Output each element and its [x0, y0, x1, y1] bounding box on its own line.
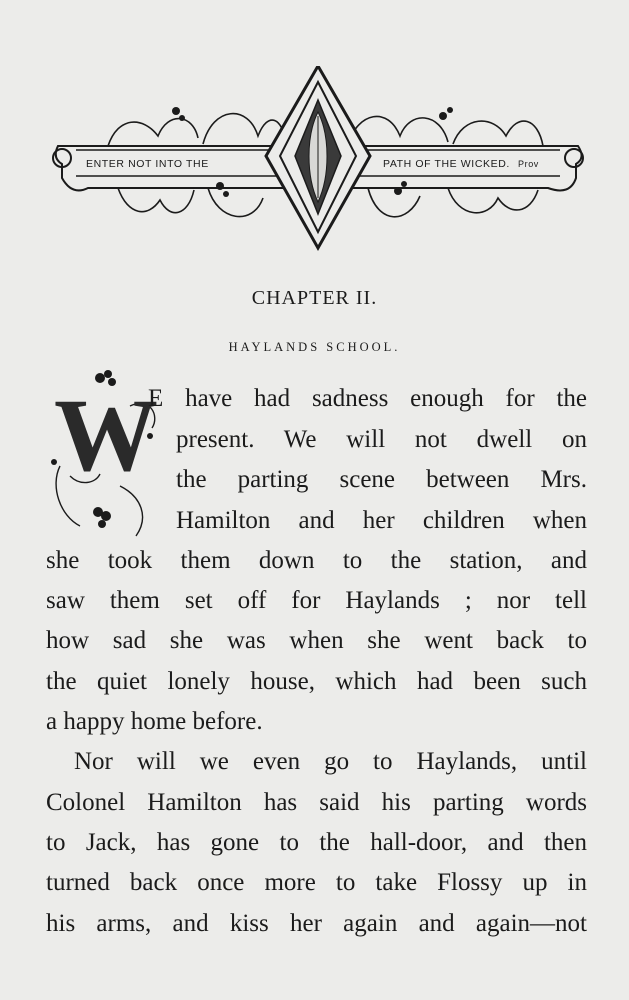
- banner-right-text: PATH OF THE WICKED.: [383, 158, 510, 170]
- text-line: a happy home before.: [46, 708, 263, 735]
- text-line: E have had sadness enough for the: [148, 385, 587, 412]
- text-line: Colonel Hamilton has said his parting words: [46, 789, 587, 816]
- text-line: saw them set off for Haylands ; nor tell: [46, 587, 587, 614]
- headpiece-ornament-icon: [48, 66, 588, 256]
- text-line: to Jack, has gone to the hall-door, and then: [46, 829, 587, 856]
- chapter-title: CHAPTER II.: [251, 287, 378, 309]
- text-line: she took them down to the station, and: [46, 547, 587, 574]
- text-line: Nor will we even go to Haylands, until: [74, 748, 587, 775]
- text-line: Hamilton and her children when: [176, 507, 587, 534]
- text-line: his arms, and kiss her again and again—not: [46, 910, 587, 937]
- text-line: turned back once more to take Flossy up in: [46, 869, 587, 896]
- text-line: the quiet lonely house, which had been such: [46, 668, 587, 695]
- text-line: how sad she was when she went back to: [46, 627, 587, 654]
- drop-cap-letter: W: [54, 378, 158, 493]
- text-line: the parting scene between Mrs.: [176, 466, 587, 493]
- text-line: present. We will not dwell on: [176, 426, 587, 453]
- chapter-subtitle: HAYLANDS SCHOOL.: [228, 340, 401, 354]
- banner-left-text: ENTER NOT INTO THE: [86, 158, 209, 170]
- ornamental-headpiece: [48, 66, 588, 256]
- banner-citation: Prov: [518, 159, 539, 169]
